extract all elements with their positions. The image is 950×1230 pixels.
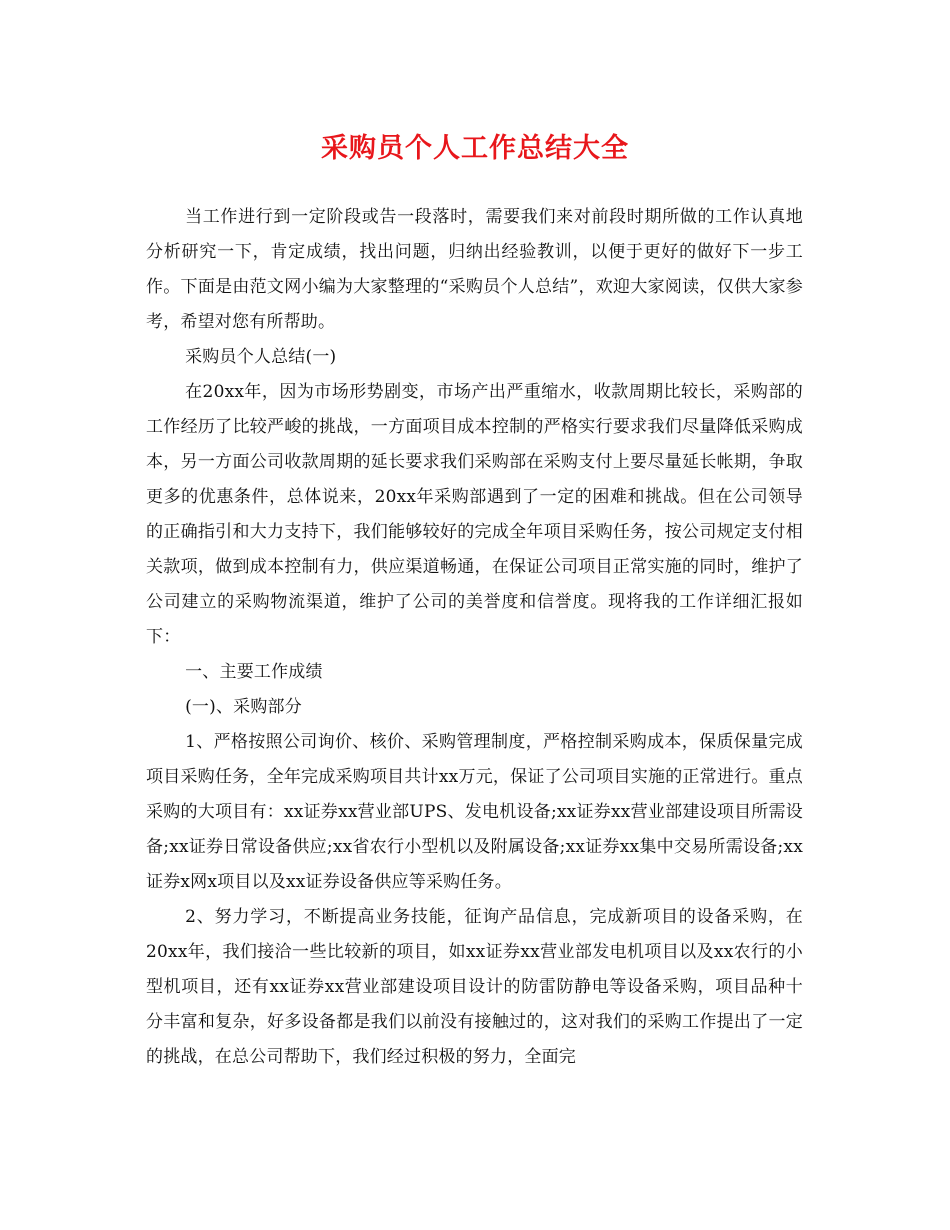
- document-body: [146, 200, 803, 1075]
- list-item-1: 1、严格按照公司询价、核价、采购管理制度，严格控制采购成本，保质保量完成项目采购任务，全年完成采购项目共计xx万元，保证了公司项目实施的正常进行。重点采购的大项目有：xx证券xx营业部UPS、发电机设备;xx证券xx营业部建设项目所需设备;xx证券日常设备供应;xx省农行小型机以及附属设备;xx证券xx集中交易所需设备;xx证券x网x项目以及xx证券设备供应等采购任务。: [146, 732, 803, 892]
- subsection-heading-purchasing: (一)、采购部分: [185, 697, 302, 717]
- section-heading-main-achievements: 一、主要工作成绩: [185, 662, 323, 682]
- document-title: 采购员个人工作总结大全: [321, 133, 629, 164]
- section-heading-summary-1: 采购员个人总结(一): [185, 347, 337, 367]
- list-item-2: 2、努力学习，不断提高业务技能，征询产品信息，完成新项目的设备采购，在20xx年，我们接洽一些比较新的项目，如xx证券xx营业部发电机项目以及xx农行的小型机项目，还有xx证券xx营业部建设项目设计的防雷防静电等设备采购，项目品种十分丰富和复杂，好多设备都是我们以前没有接触过的，这对我们的采购工作提出了一定的挑战，在总公司帮助下，我们经过积极的努力，全面完: [146, 907, 803, 1067]
- body-paragraph: 在20xx年，因为市场形势剧变，市场产出严重缩水，收款周期比较长，采购部的工作经历了比较严峻的挑战，一方面项目成本控制的严格实行要求我们尽量降低采购成本，另一方面公司收款周期的延长要求我们采购部在采购支付上要尽量延长帐期，争取更多的优惠条件，总体说来，20xx年采购部遇到了一定的困难和挑战。但在公司领导的正确指引和大力支持下，我们能够较好的完成全年项目采购任务，按公司规定支付相关款项，做到成本控制有力，供应渠道畅通，在保证公司项目正常实施的同时，维护了公司建立的采购物流渠道，维护了公司的美誉度和信誉度。现将我的工作详细汇报如下：: [146, 382, 803, 647]
- intro-paragraph: 当工作进行到一定阶段或告一段落时，需要我们来对前段时期所做的工作认真地分析研究一下，肯定成绩，找出问题，归纳出经验教训，以便于更好的做好下一步工作。下面是由范文网小编为大家整理的“采购员个人总结”，欢迎大家阅读，仅供大家参考，希望对您有所帮助。: [146, 207, 803, 332]
